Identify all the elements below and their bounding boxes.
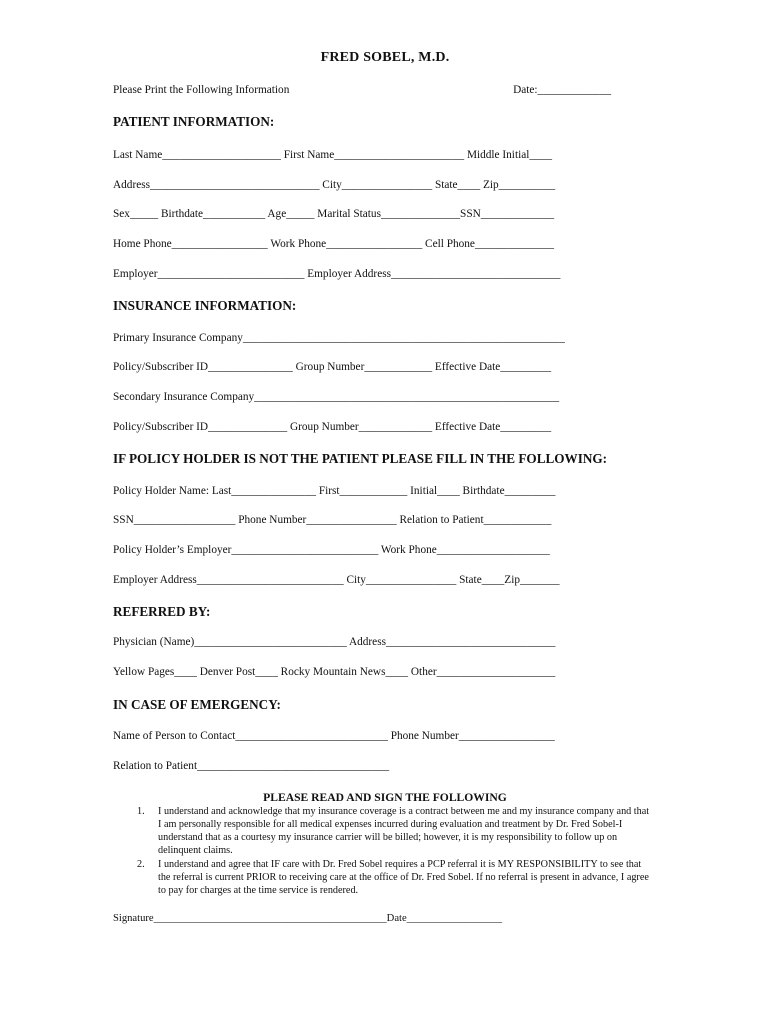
- date-field[interactable]: Date:_____________: [513, 84, 611, 96]
- agreement-item-number: 2.: [137, 859, 145, 870]
- emergency-relation-field[interactable]: Relation to Patient__________________________________: [113, 760, 390, 772]
- patient-address-fields[interactable]: Address______________________________ City________________ State____ Zip__________: [113, 179, 556, 191]
- instruction-text: Please Print the Following Information: [113, 84, 290, 96]
- patient-information-heading: PATIENT INFORMATION:: [113, 114, 275, 129]
- secondary-insurance-field[interactable]: Secondary Insurance Company______________________________________________________: [113, 391, 560, 403]
- instruction-row: [113, 83, 611, 97]
- insurance-information-heading: INSURANCE INFORMATION:: [113, 298, 297, 313]
- policy-holder-address-fields[interactable]: Employer Address__________________________ City________________ State____Zip_______: [113, 574, 560, 586]
- agreement-item-number: 1.: [137, 806, 145, 817]
- primary-policy-fields[interactable]: Policy/Subscriber ID_______________ Group Number____________ Effective Date_________: [113, 361, 552, 373]
- emergency-contact-fields[interactable]: Name of Person to Contact___________________________ Phone Number_________________: [113, 730, 555, 742]
- patient-phone-fields[interactable]: Home Phone_________________ Work Phone_________________ Cell Phone______________: [113, 238, 555, 250]
- referring-physician-fields[interactable]: Physician (Name)___________________________ Address______________________________: [113, 636, 556, 648]
- doctor-name-title: FRED SOBEL, M.D.: [320, 50, 450, 65]
- policy-holder-ssn-fields[interactable]: SSN__________________ Phone Number________________ Relation to Patient____________: [113, 514, 552, 526]
- emergency-heading: IN CASE OF EMERGENCY:: [113, 697, 281, 712]
- agreement-item-text: I understand and acknowledge that my insurance coverage is a contract between me and my insurance company and that I am personally responsible for all medical expenses incurred during evaluation and treatment by Dr. Fred Sobel-I understand that as a courtesy my insurance carrier will be billed; however, it is my responsibility to follow up on delinquent claims.: [158, 806, 650, 856]
- signature-date-fields[interactable]: Signature____________________________________________Date__________________: [113, 913, 503, 924]
- agreement-item-text: I understand and agree that IF care with Dr. Fred Sobel requires a PCP referral it is MY RESPONSIBILITY to see that the referral is current PRIOR to receiving care at the office of Dr. Fred Sobel. If no referral is present in advance, I agree to pay for charges at the time service is rendered.: [158, 859, 649, 896]
- referral-source-fields[interactable]: Yellow Pages____ Denver Post____ Rocky Mountain News____ Other_____________________: [113, 666, 556, 678]
- policy-holder-name-fields[interactable]: Policy Holder Name: Last_______________ First____________ Initial____ Birthdate_________: [113, 485, 556, 497]
- secondary-policy-fields[interactable]: Policy/Subscriber ID______________ Group Number_____________ Effective Date_________: [113, 421, 552, 433]
- patient-name-fields[interactable]: Last Name_____________________ First Name_______________________ Middle Initial____: [113, 149, 552, 161]
- policy-holder-employer-fields[interactable]: Policy Holder’s Employer__________________________ Work Phone____________________: [113, 544, 550, 556]
- referred-by-heading: REFERRED BY:: [113, 604, 211, 619]
- policy-holder-heading: IF POLICY HOLDER IS NOT THE PATIENT PLEASE FILL IN THE FOLLOWING:: [113, 451, 608, 466]
- patient-employer-fields[interactable]: Employer__________________________ Employer Address______________________________: [113, 268, 561, 280]
- primary-insurance-field[interactable]: Primary Insurance Company_________________________________________________________: [113, 332, 565, 344]
- patient-demographic-fields[interactable]: Sex_____ Birthdate___________ Age_____ Marital Status______________SSN_____________: [113, 208, 555, 220]
- agreement-heading: PLEASE READ AND SIGN THE FOLLOWING: [263, 791, 507, 804]
